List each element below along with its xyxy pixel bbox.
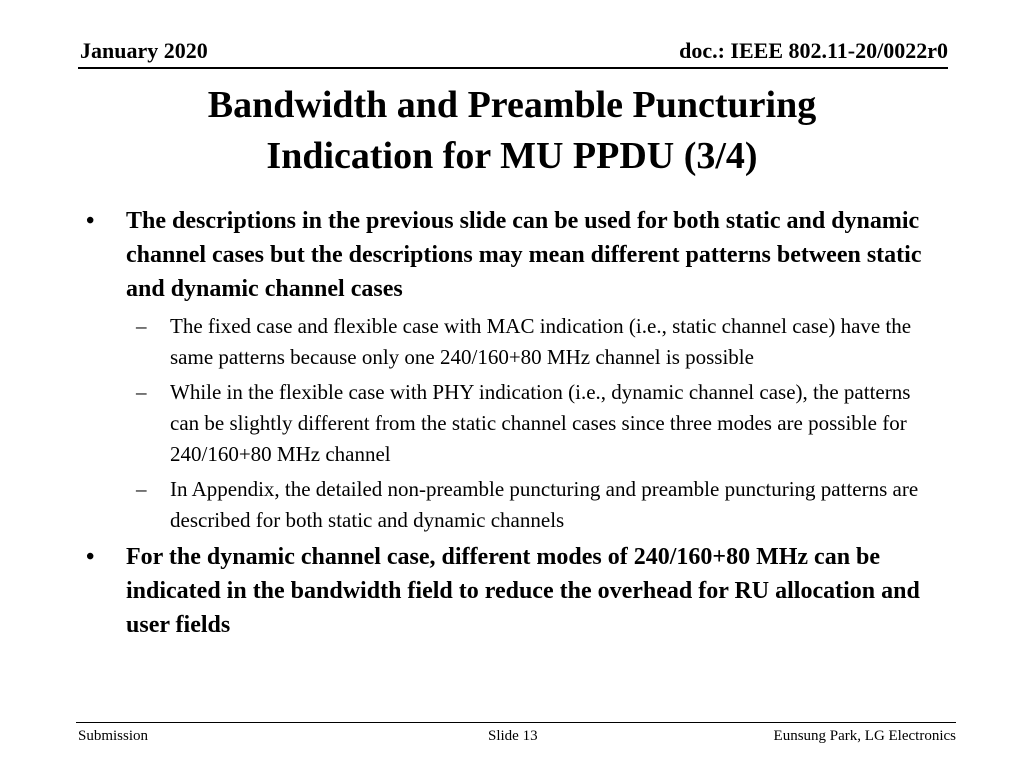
sub-bullet-text: While in the flexible case with PHY indication (i.e., dynamic channel case), the patterns can be slightly different from the static channel cases since three modes are possible for 240/160+80 MHz channel [170, 380, 911, 466]
header-doc-number: doc.: IEEE 802.11-20/0022r0 [679, 38, 948, 63]
bullet-1-subitems [86, 311, 956, 536]
slide-title-line-1: Bandwidth and Preamble Puncturing [207, 84, 817, 126]
bullet-text: For the dynamic channel case, different modes of 240/160+80 MHz can be indicated in the bandwidth field to reduce the overhead for RU allocation and user fields [126, 544, 920, 638]
bullet-text: The descriptions in the previous slide can be used for both static and dynamic channel cases but the descriptions may mean different patterns between static and dynamic channel cases [126, 208, 922, 302]
bullet-1 [86, 204, 956, 306]
dash-marker: – [136, 380, 147, 404]
header-date: January 2020 [80, 38, 208, 63]
bullet-2 [86, 540, 956, 642]
dash-marker: – [136, 477, 147, 501]
footer-divider [76, 722, 956, 723]
sub-bullet-3 [136, 474, 956, 536]
sub-bullet-2 [136, 377, 956, 470]
bullet-marker: • [86, 208, 95, 234]
dash-marker: – [136, 314, 147, 338]
slide-title [100, 80, 924, 182]
slide-body [86, 204, 956, 647]
footer-slide-number: Slide 13 [488, 728, 538, 744]
sub-bullet-1 [136, 311, 956, 373]
footer-submission: Submission [78, 728, 149, 744]
header-divider [78, 67, 948, 69]
bullet-marker: • [86, 544, 95, 570]
slide-title-line-2: Indication for MU PPDU (3/4) [266, 135, 758, 177]
sub-bullet-text: In Appendix, the detailed non-preamble puncturing and preamble puncturing patterns are described for both static and dynamic channels [170, 477, 919, 532]
footer-author: Eunsung Park, LG Electronics [773, 728, 956, 744]
sub-bullet-text: The fixed case and flexible case with MAC indication (i.e., static channel case) have the same patterns because only one 240/160+80 MHz channel is possible [170, 314, 912, 369]
